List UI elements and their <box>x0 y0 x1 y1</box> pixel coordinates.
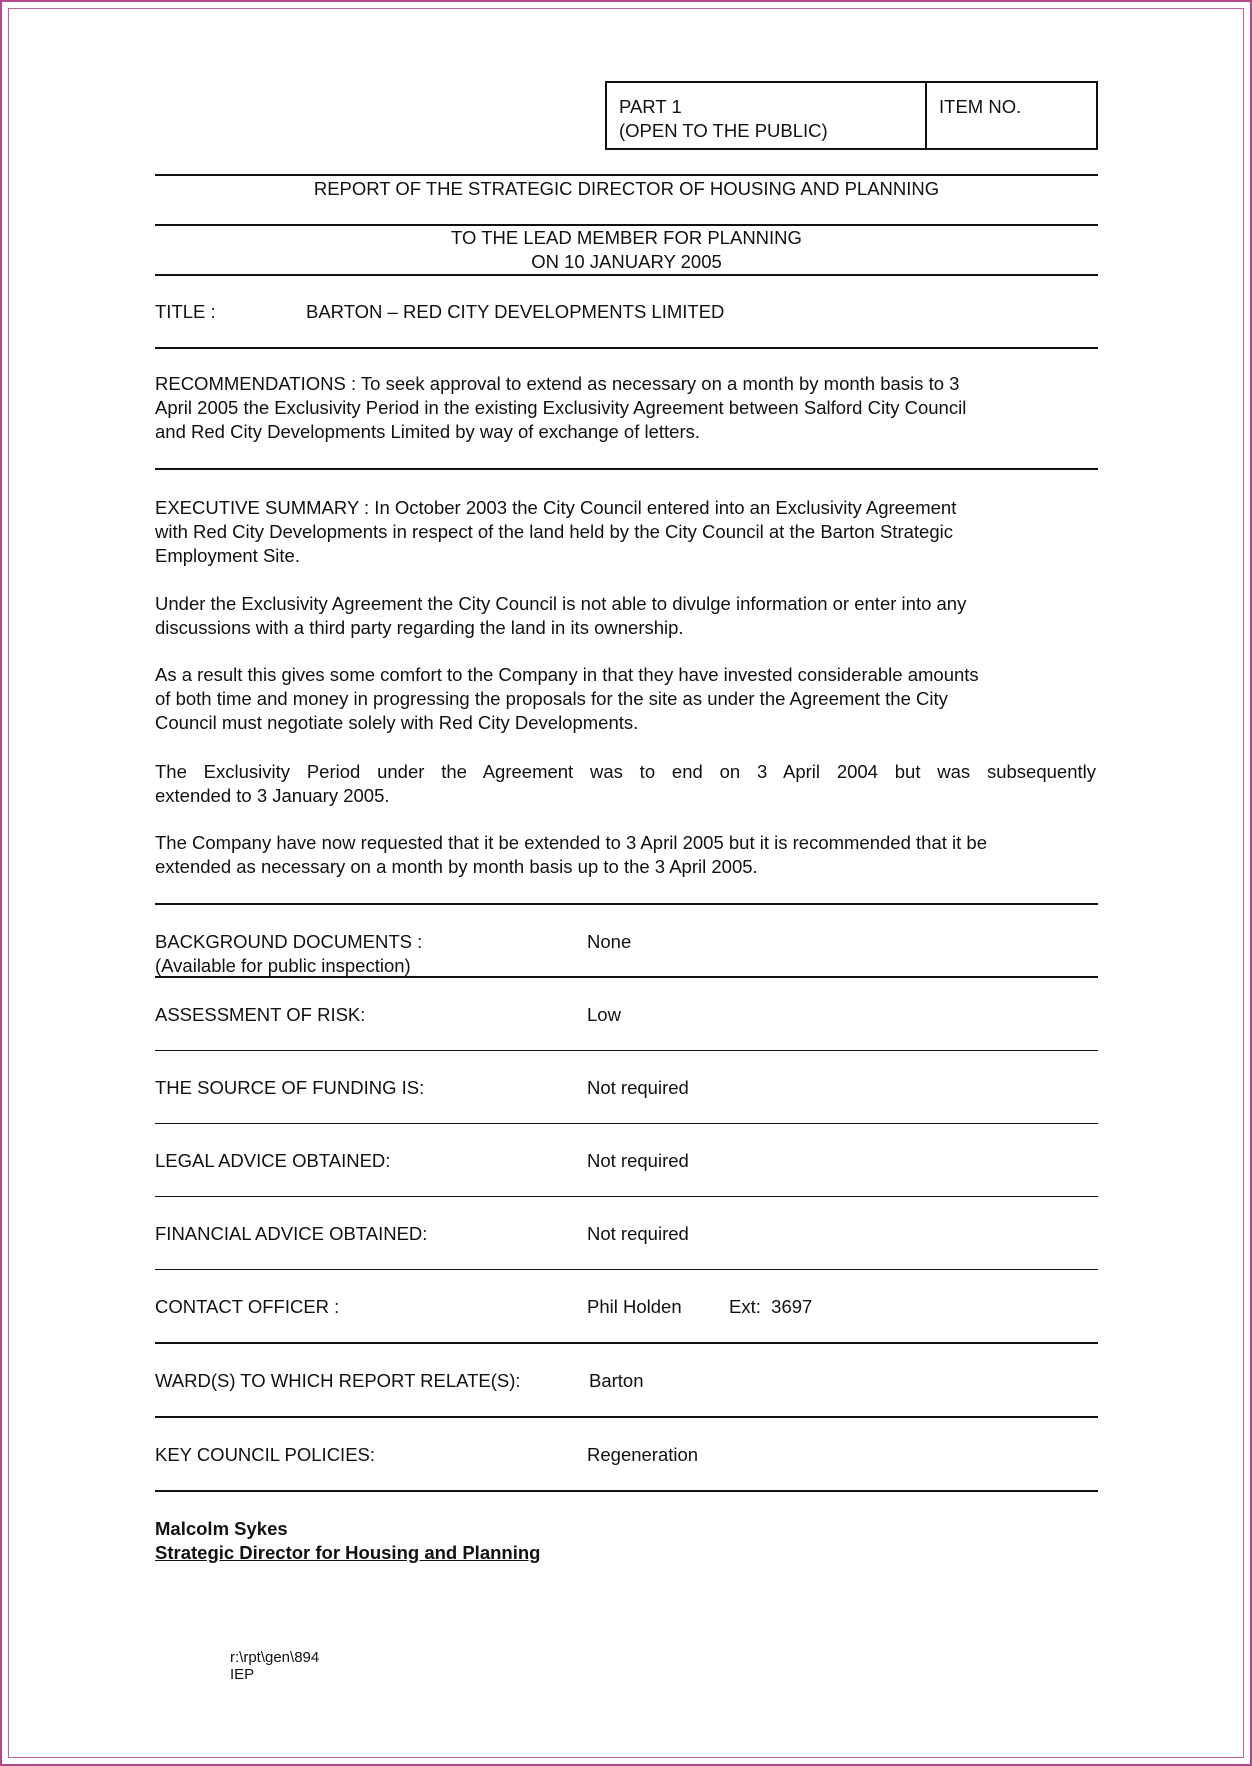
divider <box>155 1050 1098 1051</box>
background-documents-label: BACKGROUND DOCUMENTS : <box>155 931 423 952</box>
part-visibility: (OPEN TO THE PUBLIC) <box>619 120 828 141</box>
summary-line: discussions with a third party regarding the land in its ownership. <box>155 617 684 638</box>
contact-officer-label: CONTACT OFFICER : <box>155 1296 340 1317</box>
to-lead-member: TO THE LEAD MEMBER FOR PLANNING <box>451 227 802 248</box>
summary-line: with Red City Developments in respect of the land held by the City Council at the Barton Strategic <box>155 521 953 542</box>
contact-officer-extension: Ext: 3697 <box>729 1296 813 1317</box>
summary-line: Employment Site. <box>155 545 300 566</box>
signatory-name: Malcolm Sykes <box>155 1518 288 1539</box>
executive-summary-p2 <box>155 592 1095 640</box>
divider <box>155 468 1098 470</box>
divider <box>155 1269 1098 1270</box>
recommendations-line: and Red City Developments Limited by way of exchange of letters. <box>155 421 701 442</box>
summary-line: Council must negotiate solely with Red City Developments. <box>155 712 639 733</box>
legal-advice-label: LEGAL ADVICE OBTAINED: <box>155 1150 391 1171</box>
divider <box>155 1123 1098 1124</box>
signatory-title: Strategic Director for Housing and Planning <box>155 1542 541 1563</box>
background-documents-sub: (Available for public inspection) <box>155 955 411 976</box>
funding-value: Not required <box>587 1077 689 1098</box>
part-label: PART 1 <box>619 96 682 117</box>
executive-summary-p5 <box>155 831 1095 879</box>
wards-label: WARD(S) TO WHICH REPORT RELATE(S): <box>155 1370 521 1391</box>
recommendations-line: April 2005 the Exclusivity Period in the existing Exclusivity Agreement between Salford City Council <box>155 397 967 418</box>
key-policies-label: KEY COUNCIL POLICIES: <box>155 1444 376 1465</box>
report-title: BARTON – RED CITY DEVELOPMENTS LIMITED <box>306 301 725 322</box>
divider <box>155 1342 1098 1344</box>
divider <box>155 347 1098 349</box>
divider <box>155 274 1098 276</box>
executive-summary-p1 <box>155 496 1095 568</box>
divider <box>155 1196 1098 1197</box>
author-initials: IEP <box>230 1666 255 1683</box>
funding-label: THE SOURCE OF FUNDING IS: <box>155 1077 425 1098</box>
risk-value: Low <box>587 1004 621 1025</box>
part-box-divider <box>925 83 927 148</box>
financial-advice-value: Not required <box>587 1223 689 1244</box>
summary-line: EXECUTIVE SUMMARY : In October 2003 the City Council entered into an Exclusivity Agreement <box>155 497 957 518</box>
legal-advice-value: Not required <box>587 1150 689 1171</box>
summary-line: As a result this gives some comfort to the Company in that they have invested considerable amounts <box>155 664 979 685</box>
summary-line: extended as necessary on a month by month basis up to the 3 April 2005. <box>155 856 758 877</box>
summary-line: The Exclusivity Period under the Agreement was to end on 3 April 2004 but was subsequently <box>155 761 1096 782</box>
divider <box>155 976 1098 978</box>
summary-line: extended to 3 January 2005. <box>155 785 390 806</box>
contact-officer-name: Phil Holden <box>587 1296 682 1317</box>
risk-label: ASSESSMENT OF RISK: <box>155 1004 366 1025</box>
report-of-heading: REPORT OF THE STRATEGIC DIRECTOR OF HOUSING AND PLANNING <box>313 178 940 199</box>
key-policies-value: Regeneration <box>587 1444 699 1465</box>
recommendations-line: RECOMMENDATIONS : To seek approval to extend as necessary on a month by month basis to 3 <box>155 373 960 394</box>
summary-line: of both time and money in progressing the proposals for the site as under the Agreement the City <box>155 688 948 709</box>
divider <box>155 903 1098 905</box>
background-documents-value: None <box>587 931 632 952</box>
summary-line: Under the Exclusivity Agreement the City Council is not able to divulge information or enter into any <box>155 593 967 614</box>
recommendations <box>155 372 1095 444</box>
summary-line: The Company have now requested that it be extended to 3 April 2005 but it is recommended that it be <box>155 832 987 853</box>
wards-value: Barton <box>589 1370 644 1391</box>
divider <box>155 1416 1098 1418</box>
file-reference: r:\rpt\gen\894 <box>230 1649 320 1666</box>
divider <box>155 174 1098 176</box>
meeting-date: ON 10 JANUARY 2005 <box>531 251 722 272</box>
part-item-box <box>605 81 1098 150</box>
executive-summary-p3 <box>155 663 1095 735</box>
divider <box>155 1490 1098 1492</box>
item-no-label: ITEM NO. <box>939 96 1022 117</box>
title-label: TITLE : <box>155 301 216 322</box>
financial-advice-label: FINANCIAL ADVICE OBTAINED: <box>155 1223 428 1244</box>
executive-summary-p4 <box>155 760 1096 808</box>
